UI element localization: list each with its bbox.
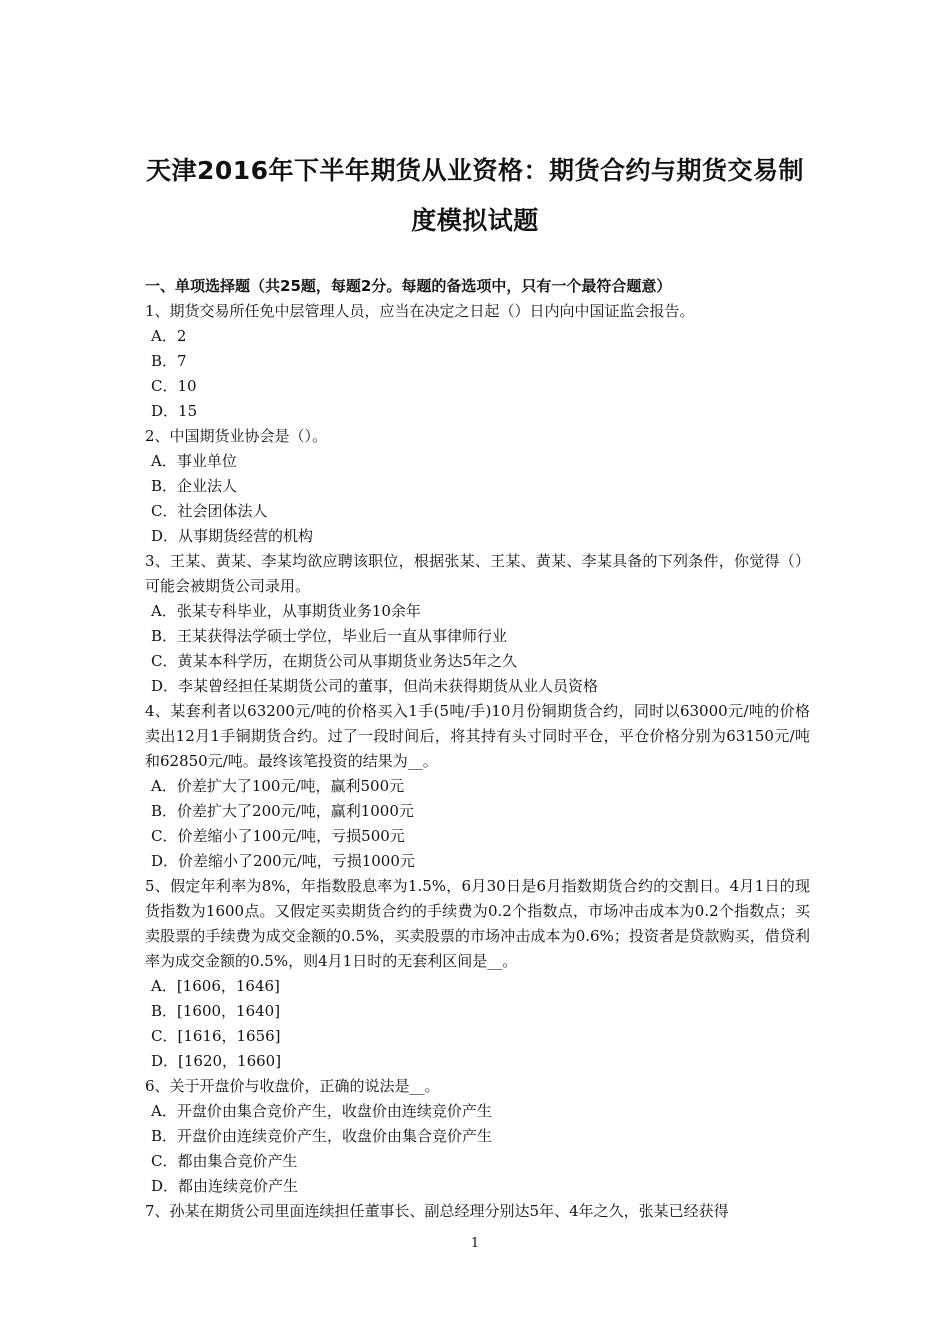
section-header: 一、单项选择题（共25题，每题2分。每题的备选项中，只有一个最符合题意） [145, 277, 672, 295]
question-list [145, 299, 810, 1224]
answer-option: C．社会团体法人 [151, 502, 268, 520]
answer-option: D．都由连续竞价产生 [151, 1177, 299, 1195]
answer-option: B．王某获得法学硕士学位，毕业后一直从事律师行业 [151, 627, 508, 645]
answer-option: B．开盘价由连续竞价产生，收盘价由集合竞价产生 [151, 1127, 493, 1145]
answer-option: A．事业单位 [151, 452, 237, 470]
answer-option: A．价差扩大了100元/吨，赢利500元 [151, 777, 405, 795]
question-text: 2、中国期货业协会是（）。 [145, 427, 328, 445]
page-number: 1 [470, 1236, 480, 1251]
question-text: 5、假定年利率为8%，年指数股息率为1.5%，6月30日是6月指数期货合约的交割日。4月1日的现货指数为1600点。又假定买卖期货合约的手续费为0.2个指数点，市场冲击成本为0.2个指数点；买卖股票的手续费为成交金额的0.5%，买卖股票的市场冲击成本为0.6%；投资者是贷款购买，借贷利率为成交金额的0.5%，则4月1日时的无套利区间是__。 [145, 877, 810, 970]
question-text: 3、王某、黄某、李某均欲应聘该职位，根据张某、王某、黄某、李某具备的下列条件，你觉得（）可能会被期货公司录用。 [145, 552, 810, 595]
answer-option: C．10 [151, 377, 197, 395]
answer-option: C．价差缩小了100元/吨，亏损500元 [151, 827, 405, 845]
answer-option: B．企业法人 [151, 477, 238, 495]
answer-option: C．都由集合竞价产生 [151, 1152, 298, 1170]
question-text: 6、关于开盘价与收盘价，正确的说法是__。 [145, 1077, 440, 1095]
answer-option: D．从事期货经营的机构 [151, 527, 314, 545]
answer-option: B．价差扩大了200元/吨，赢利1000元 [151, 802, 414, 820]
answer-option: A．[1606，1646] [151, 977, 280, 995]
answer-option: C．黄某本科学历，在期货公司从事期货业务达5年之久 [151, 652, 518, 670]
answer-option: A．开盘价由集合竞价产生，收盘价由连续竞价产生 [151, 1102, 492, 1120]
answer-option: A．2 [151, 327, 187, 345]
question-text: 7、孙某在期货公司里面连续担任董事长、副总经理分别达5年、4年之久，张某已经获得 [145, 1202, 729, 1220]
document-title-line-2: 度模拟试题 [411, 206, 539, 235]
answer-option: C．[1616，1656] [151, 1027, 281, 1045]
answer-option: B．7 [151, 352, 187, 370]
answer-option: D．15 [151, 402, 198, 420]
answer-option: B．[1600，1640] [151, 1002, 281, 1020]
document-title-line-1: 天津2016年下半年期货从业资格：期货合约与期货交易制 [145, 156, 805, 185]
answer-option: D．李某曾经担任某期货公司的董事，但尚未获得期货从业人员资格 [151, 677, 599, 695]
answer-option: D．价差缩小了200元/吨，亏损1000元 [151, 852, 415, 870]
answer-option: A．张某专科毕业，从事期货业务10余年 [151, 602, 421, 620]
question-text: 4、某套利者以63200元/吨的价格买入1手(5吨/手)10月份铜期货合约，同时以63000元/吨的价格卖出12月1手铜期货合约。过了一段时间后，将其持有头寸同时平仓，平仓价格分别为63150元/吨和62850元/吨。最终该笔投资的结果为__。 [145, 702, 810, 770]
question-text: 1、期货交易所任免中层管理人员，应当在决定之日起（）日内向中国证监会报告。 [145, 302, 695, 320]
answer-option: D．[1620，1660] [151, 1052, 282, 1070]
